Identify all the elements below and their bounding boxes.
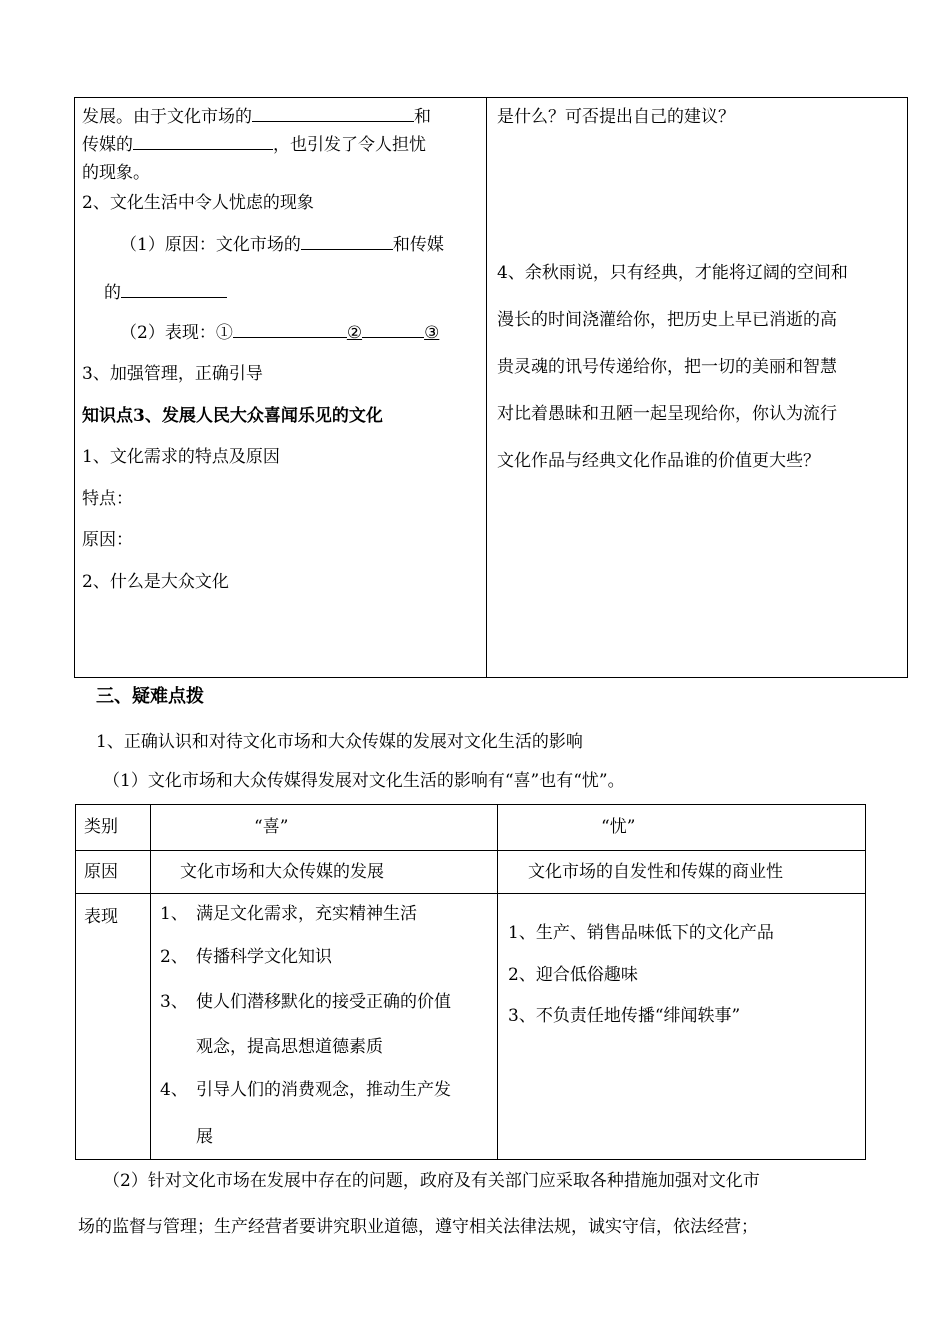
row-label-cause: 原因 xyxy=(84,862,118,882)
list-item: 3、 使人们潜移默化的接受正确的价值 xyxy=(160,992,451,1012)
top-table-border-top xyxy=(74,97,908,98)
fill-blank[interactable] xyxy=(133,131,273,150)
right-line-6: 文化作品与经典文化作品谁的价值更大些？ xyxy=(497,451,820,471)
fill-blank[interactable] xyxy=(121,279,227,298)
list-item: 4、 引导人们的消费观念，推动生产发 xyxy=(160,1080,451,1100)
section-paragraph-1: 1、正确认识和对待文化市场和大众传媒的发展对文化生活的影响 xyxy=(96,732,583,752)
list-item: 展 xyxy=(196,1127,213,1147)
left-line-4: 2、文化生活中令人忧虑的现象 xyxy=(82,193,314,213)
top-table-border-bottom xyxy=(74,677,908,678)
header-worry: “忧” xyxy=(601,817,636,837)
list-item: 观念，提高思想道德素质 xyxy=(196,1037,383,1057)
right-line-3: 漫长的时间浇灌给你，把历史上早已消逝的高 xyxy=(497,310,837,330)
list-item: 3、不负责任地传播“绯闻轶事” xyxy=(508,1006,741,1026)
left-line-3: 的现象。 xyxy=(82,163,150,183)
knowledge-point-3-heading: 知识点3、发展人民大众喜闻乐见的文化 xyxy=(82,406,383,426)
left-line-8: 3、加强管理，正确引导 xyxy=(82,364,263,384)
top-table-border-left xyxy=(74,97,75,678)
header-joy: “喜” xyxy=(254,817,289,837)
header-category: 类别 xyxy=(84,817,118,837)
left-line-11: 特点： xyxy=(82,489,133,509)
fill-blank[interactable] xyxy=(233,319,329,338)
right-line-4: 贵灵魂的讯号传递给你，把一切的美丽和智慧 xyxy=(497,357,837,377)
list-item: 1、生产、销售品味低下的文化产品 xyxy=(508,923,774,943)
left-line-13: 2、什么是大众文化 xyxy=(82,572,229,592)
closing-line-2: 场的监督与管理；生产经营者要讲究职业道德，遵守相关法律法规，诚实守信，依法经营； xyxy=(78,1217,758,1237)
left-line-10: 1、文化需求的特点及原因 xyxy=(82,447,280,467)
left-line-2: 传媒的 ，也引发了令人担忧 xyxy=(82,130,426,155)
left-line-12: 原因： xyxy=(82,530,133,550)
left-line-6: 的 xyxy=(104,278,227,303)
section-heading: 三、疑难点拨 xyxy=(96,686,204,707)
top-table-divider xyxy=(486,97,487,678)
cause-worry: 文化市场的自发性和传媒的商业性 xyxy=(528,862,783,882)
fill-blank[interactable] xyxy=(362,319,424,338)
closing-line-1: （2）针对文化市场在发展中存在的问题，政府及有关部门应采取各种措施加强对文化市 xyxy=(103,1171,760,1191)
list-item: 1、 满足文化需求，充实精神生活 xyxy=(160,904,417,924)
left-line-5: （1）原因：文化市场的 和传媒 xyxy=(120,230,444,255)
top-table-border-right xyxy=(907,97,908,678)
right-line-5: 对比着愚昧和丑陋一起呈现给你，你认为流行 xyxy=(497,404,837,424)
fill-blank[interactable] xyxy=(301,231,393,250)
left-line-7: （2）表现：① ② ③ xyxy=(120,318,439,343)
row-label-show: 表现 xyxy=(84,907,118,927)
right-line-1: 是什么？可否提出自己的建议？ xyxy=(497,107,735,127)
section-paragraph-2: （1）文化市场和大众传媒得发展对文化生活的影响有“喜”也有“忧”。 xyxy=(103,771,625,791)
fill-blank[interactable] xyxy=(252,103,414,122)
list-item: 2、迎合低俗趣味 xyxy=(508,965,638,985)
cause-joy: 文化市场和大众传媒的发展 xyxy=(180,862,384,882)
left-line-1: 发展。由于文化市场的 和 xyxy=(82,102,431,127)
list-item: 2、 传播科学文化知识 xyxy=(160,947,332,967)
right-line-2: 4、余秋雨说，只有经典，才能将辽阔的空间和 xyxy=(497,263,848,283)
